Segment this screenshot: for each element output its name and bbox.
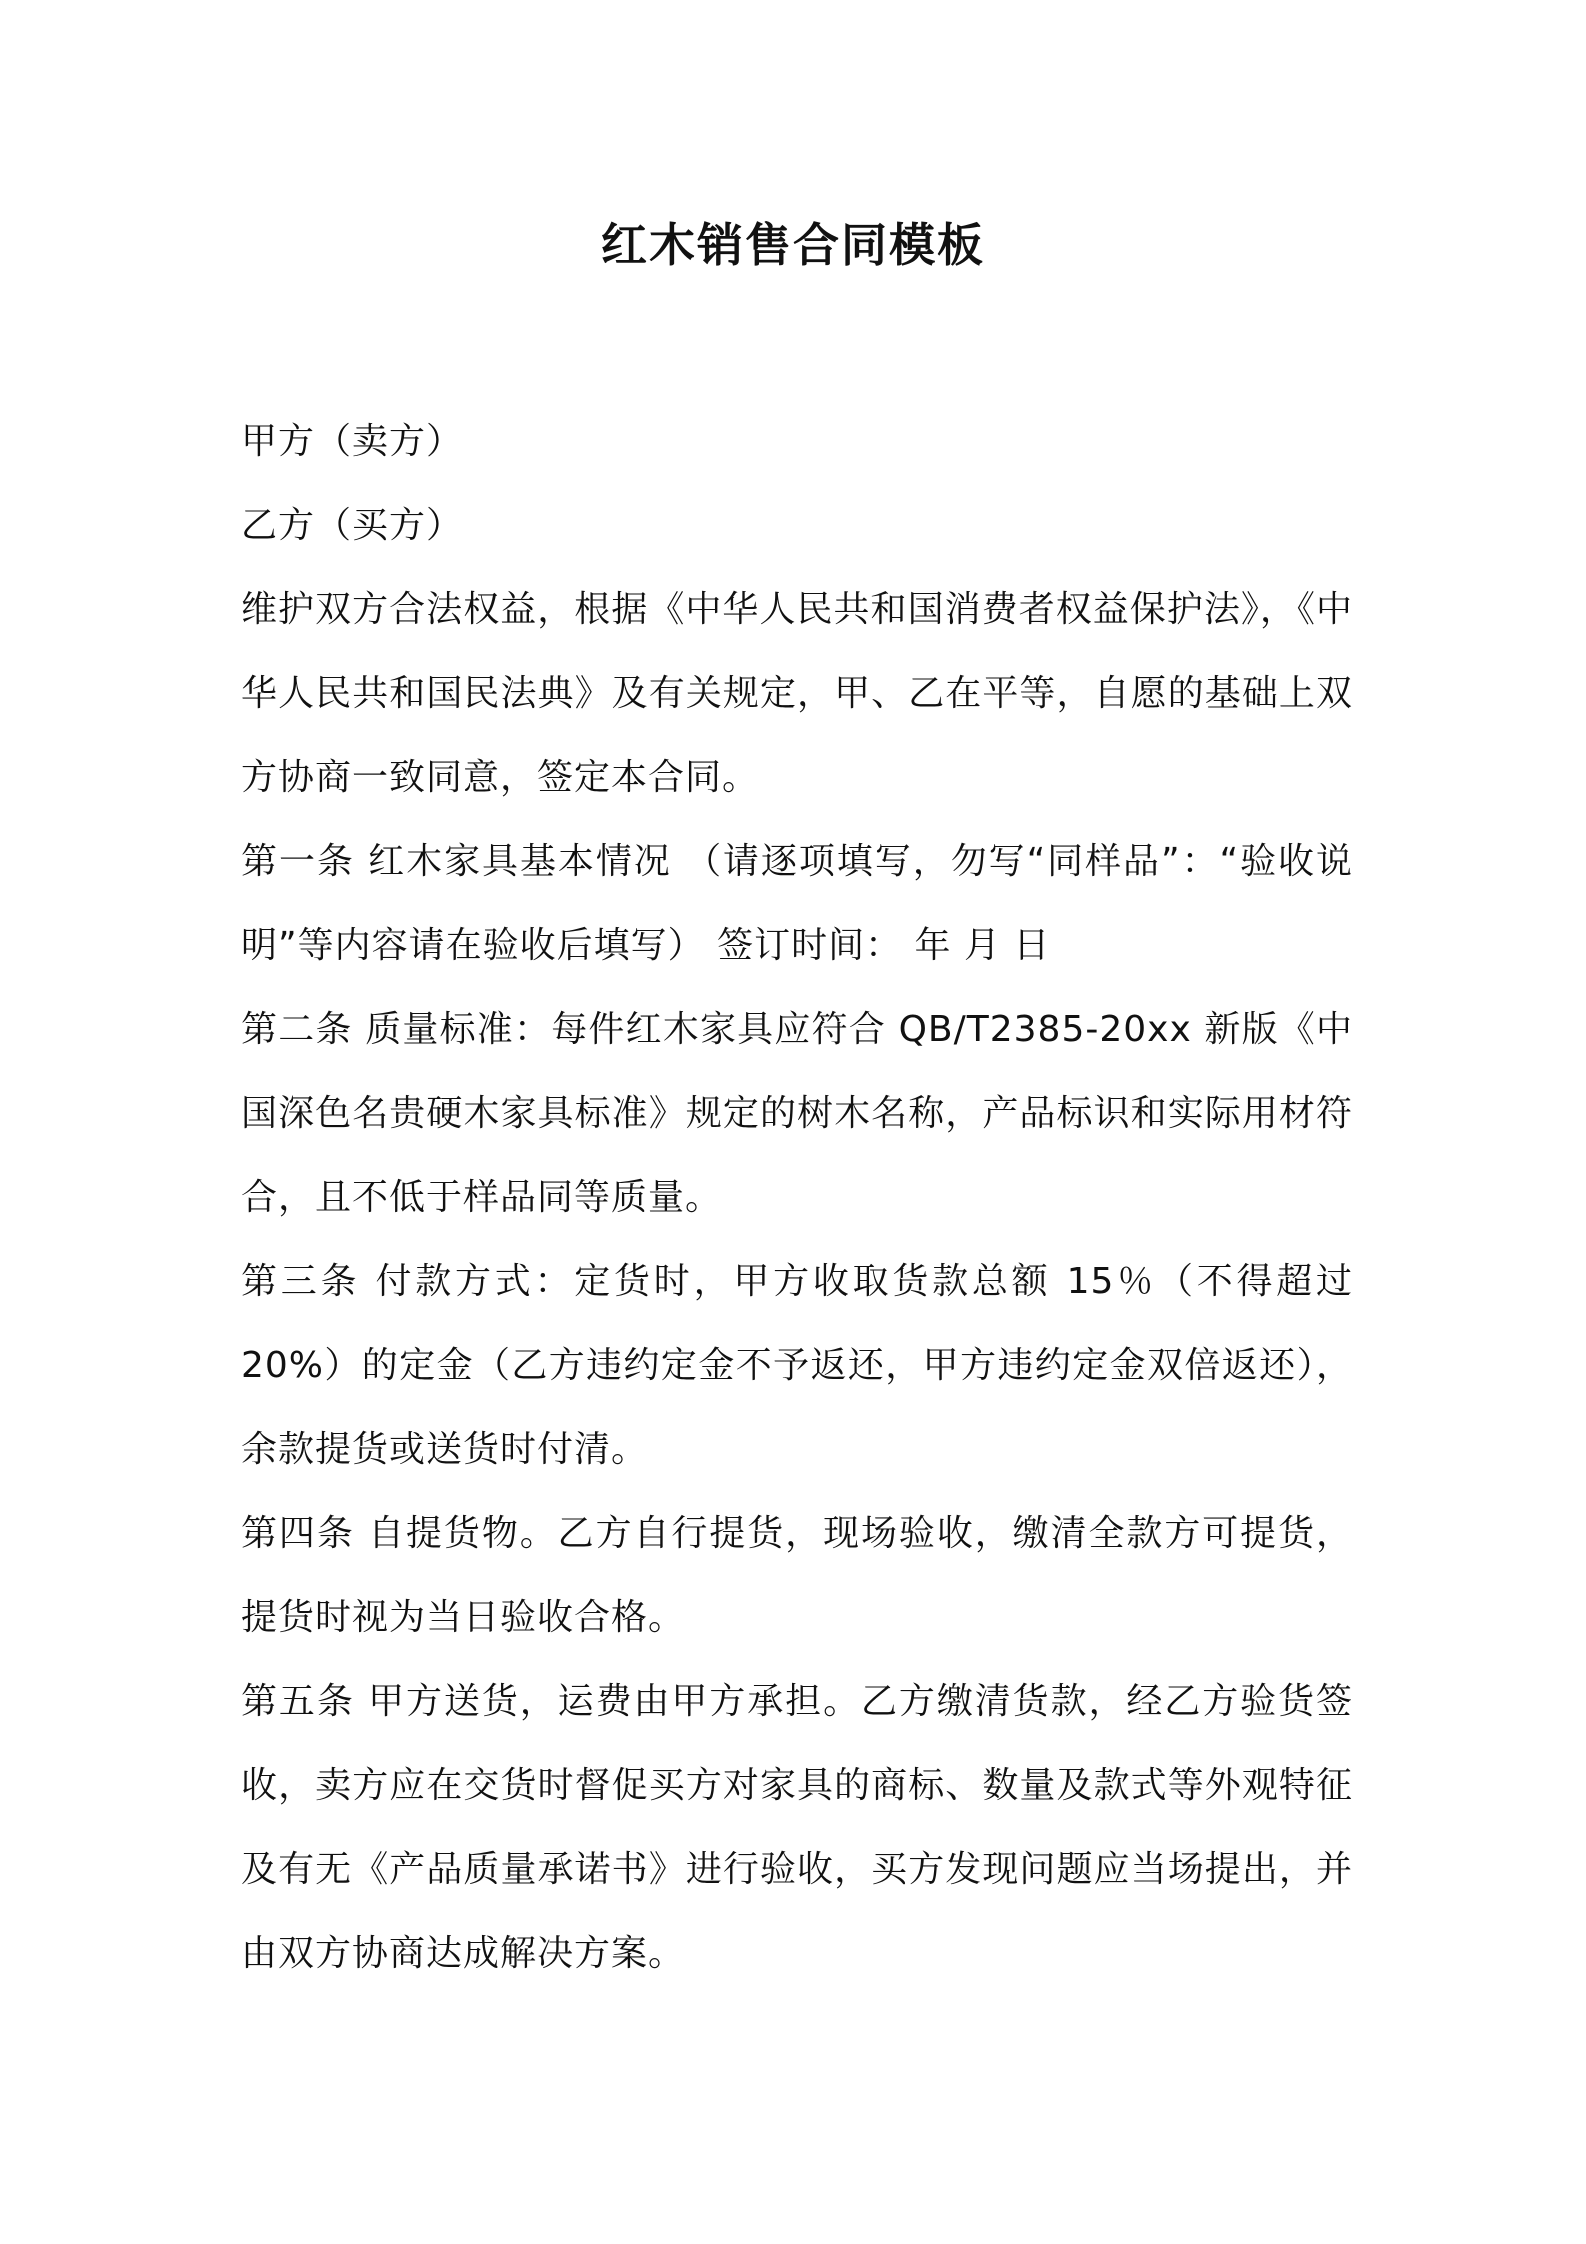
document-title: 红木销售合同模板	[601, 218, 985, 272]
article-5-paragraph: 第五条 甲方送货，运费由甲方承担。乙方缴清货款，经乙方验货签收，卖方应在交货时督促买方对家具的商标、数量及款式等外观特征及有无《产品质量承诺书》进行验收，买方发现问题应当场提出，并由双方协商达成解决方案。	[241, 1681, 1353, 1974]
article-4-paragraph: 第四条 自提货物。乙方自行提货，现场验收，缴清全款方可提货，提货时视为当日验收合格。	[241, 1513, 1353, 1638]
party-a-line: 甲方（卖方）	[241, 421, 464, 462]
document-body	[241, 400, 1353, 1996]
preamble-paragraph: 维护双方合法权益，根据《中华人民共和国消费者权益保护法》，《中华人民共和国民法典》及有关规定，甲、乙在平等，自愿的基础上双方协商一致同意，签定本合同。	[241, 589, 1353, 798]
article-1-paragraph: 第一条 红木家具基本情况 （请逐项填写，勿写“同样品”：“验收说明”等内容请在验收后填写） 签订时间： 年 月 日	[241, 841, 1353, 966]
party-b-line: 乙方（买方）	[241, 505, 464, 546]
article-2-paragraph: 第二条 质量标准：每件红木家具应符合 QB/T2385-20xx 新版《中国深色名贵硬木家具标准》规定的树木名称，产品标识和实际用材符合，且不低于样品同等质量。	[241, 1009, 1353, 1218]
article-3-paragraph: 第三条 付款方式：定货时，甲方收取货款总额 15％（不得超过 20%）的定金（乙方违约定金不予返还，甲方违约定金双倍返还），余款提货或送货时付清。	[241, 1261, 1353, 1470]
